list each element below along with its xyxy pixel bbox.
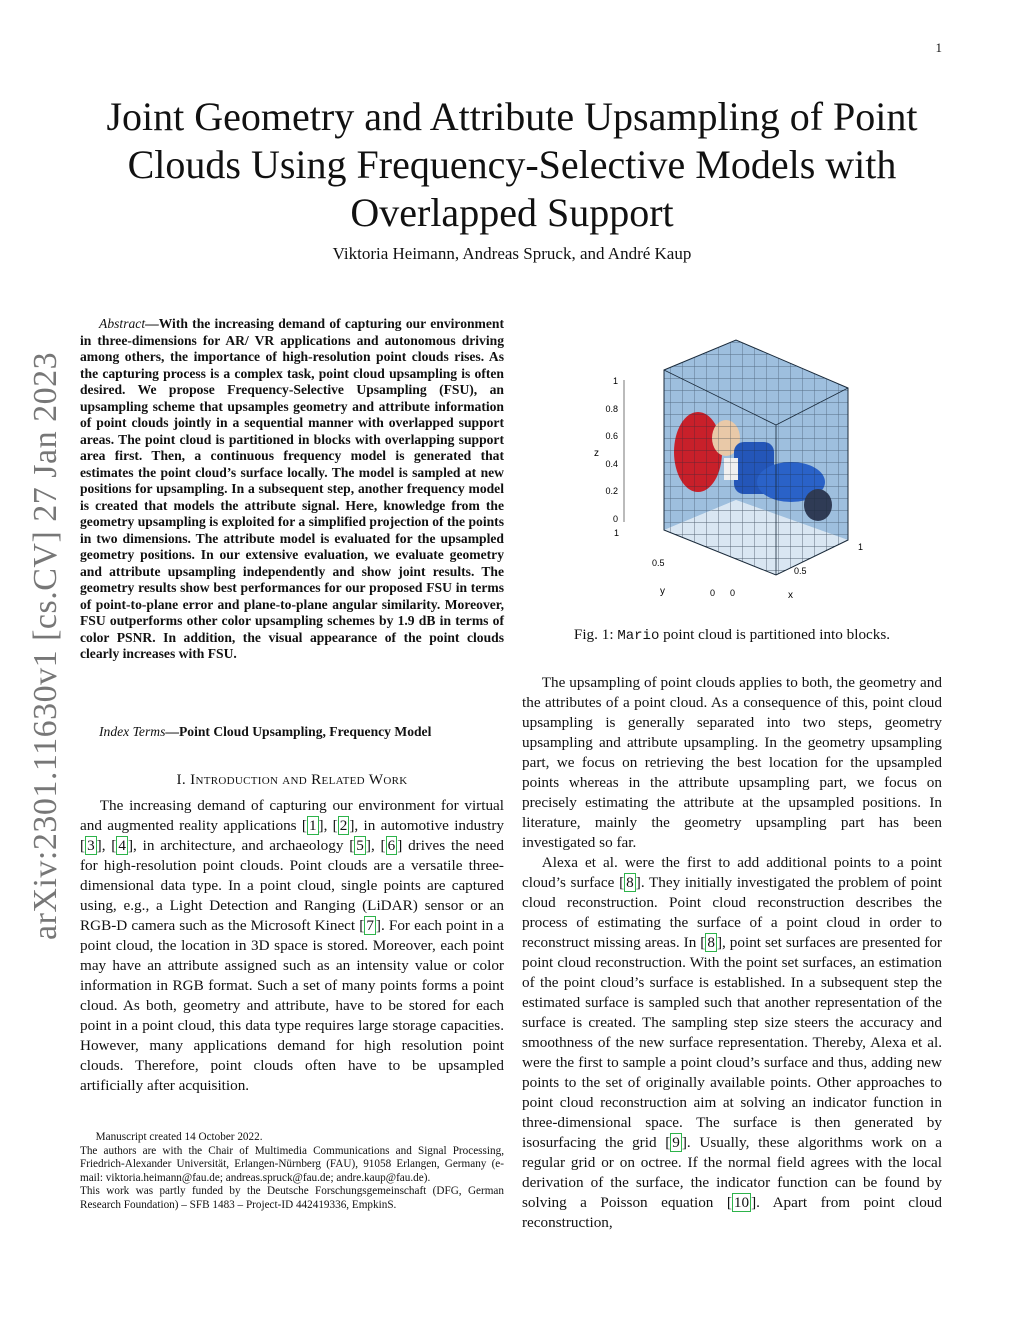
footnote-funding: This work was partly funded by the Deutsche Forschungsgemeinschaft (DFG, German Research Foundation) – SFB 1483 – Project-ID 442419336, EmpkinS.	[80, 1185, 504, 1211]
authors: Viktoria Heimann, Andreas Spruck, and André Kaup	[332, 244, 692, 263]
arxiv-stamp: arXiv:2301.11630v1 [cs.CV] 27 Jan 2023	[27, 351, 64, 940]
caption-suffix: point cloud is partitioned into blocks.	[659, 626, 891, 643]
citation-link[interactable]: 5	[356, 837, 364, 854]
index-terms-label: Index Terms	[99, 724, 166, 739]
figure-1	[586, 330, 886, 610]
z-axis-label: z	[594, 448, 599, 459]
caption-mono: Mario	[617, 628, 660, 644]
intro-text-2: , in automotive industry	[354, 817, 504, 834]
z-tick: 1	[612, 376, 618, 386]
figure-caption	[522, 626, 942, 644]
z-tick: 0.6	[605, 431, 618, 441]
z-tick: 0.8	[605, 404, 618, 414]
y-axis-label: y	[660, 586, 665, 597]
y-tick: 1	[614, 528, 620, 538]
alexa-text-4: . Usually, these algorithms work on a regular grid or on octree. If the normal field agrees with the local derivation of the surface, the indicator function can be found by solving a Poisson equation	[522, 1134, 942, 1211]
alexa-text-5: . Apart from point cloud reconstruction,	[522, 1194, 942, 1231]
abstract-text: —With the increasing demand of capturing our environment in three-dimensions for AR/ VR applications and autonomous driving among others, the importance of high-resolution point clouds rises. As the capturing process is a complex task, point cloud upsampling is often desired. We propose Frequency-Selective Upsampling (FSU), an upsampling scheme that upsamples geometry and attribute information of point clouds jointly in a sequential manner with overlapped support areas. The point cloud is partitioned in blocks with overlapping support area first. Then, a continuous frequency model is generated that estimates the point cloud’s surface locally. The model is sampled at new positions for upsampling. In a subsequent step, another frequency model is created that models the attribute signal. Here, knowledge from the geometry upsampling is exploited for a simplified projection of the points in two dimensions. The attribute model is evaluated for the upsampled geometry positions. In our extensive evaluation, we evaluate geometry and attribute upsampling independently and show joint results. The geometry results show best performances for our proposed FSU in terms of point-to-plane error and plane-to-plane angular similarity. Moreover, FSU outperforms other color upsampling schemes by 1.9 dB in terms of color PSNR. In addition, the visual appearance of the point clouds clearly increases with FSU.	[80, 316, 504, 661]
y-tick: 0	[710, 588, 716, 598]
x-tick: 0.5	[794, 566, 807, 576]
z-tick: 0.2	[605, 486, 618, 496]
citation-link[interactable]: 9	[672, 1134, 680, 1151]
footnote-manuscript: Manuscript created 14 October 2022.	[95, 1131, 263, 1143]
paper-title: Joint Geometry and Attribute Upsampling of Point Clouds Using Frequency-Selective Models with Overlapped Support	[106, 94, 918, 235]
citation-link[interactable]: 2	[339, 817, 348, 834]
index-terms-text: —Point Cloud Upsampling, Frequency Model	[165, 724, 432, 739]
x-tick: 1	[858, 542, 864, 552]
section-heading	[80, 771, 504, 789]
x-axis-label: x	[788, 590, 793, 601]
footnotes	[80, 1131, 504, 1213]
page-number: 1	[935, 40, 942, 55]
footnote-affiliation: The authors are with the Chair of Multimedia Communications and Signal Processing, Friedrich-Alexander Universität, Erlangen-Nürnberg (FAU), 91058 Erlangen, Germany (e-mail: viktoria.heimann@fau.de; andreas.spruck@fau.de; andre.kaup@fau.de).	[80, 1144, 504, 1184]
abstract	[80, 316, 504, 663]
z-tick: 0	[612, 514, 618, 524]
citation-link[interactable]: 3	[87, 837, 95, 854]
citation-link[interactable]: 1	[308, 817, 317, 834]
alexa-text-1: Alexa et al. were the first to add additional points to a point cloud’s surface	[522, 854, 942, 891]
intro-text-3: , in architecture, and archaeology	[133, 837, 350, 854]
citation-link[interactable]: 8	[626, 874, 634, 891]
section-title: Introduction and Related Work	[190, 771, 408, 788]
right-column-text: The upsampling of point clouds applies to both, the geometry and the attributes of a point cloud. As a consequence of this, point cloud upsampling is generally separated into two steps, geometry upsampling and attribute upsampling. In the geometry upsampling part, we focus on retrieving the best location for the upsampled points whereas in the attribute upsampling part, we focus on precisely estimating the attribute at the upsampled positions. In literature, mainly the geometry upsampling part has been investigated so far. Alexa et al. were the first to add additional points to a point cloud’s surface [ 8 ]. They initially investigated the problem of point cloud reconstruction. Point cloud reconstruction describes the process of estimating the surface of a point cloud in order to reconstruct missing areas. In [ 8 ], point set surfaces are presented for point cloud reconstruction. With the point set surfaces, an estimation of the point cloud’s surface is established. In a subsequent step the estimated surface is sampled such that another representation of the surface is created. The sampling step size steers the accuracy and smoothness of the new surface representation. Thereby, Alexa et al. were the first to sample a point cloud’s surface and thus, adding new points to the set of originally available points. Other approaches to point cloud reconstruction aim at solving an indicator function in three-dimensional space. The surface is then generated by isosurfacing the grid [ 9 ]. Usually, these algorithms work on a regular grid or on octree. If the normal field agrees with the local derivation of the surface, the indicator function can be found by solving a Poisson equation [ 10 ]. Apart from point cloud reconstruction,	[522, 674, 942, 1231]
caption-prefix: Fig. 1:	[573, 626, 618, 643]
alexa-text-2: . They initially investigated the problem of point cloud reconstruction. Point cloud reconstruction describes the process of estimating the surface of a point cloud in order to reconstruct missing areas. In	[522, 874, 942, 951]
citation-link[interactable]: 10	[733, 1194, 750, 1211]
x-tick: 0	[730, 588, 736, 598]
abstract-label: Abstract	[99, 316, 146, 331]
section-numeral: I.	[176, 771, 186, 788]
y-tick: 0.5	[652, 558, 665, 568]
alexa-text-3: , point set surfaces are presented for point cloud reconstruction. With the point set surfaces, an estimation of the point cloud’s surface is established. In a subsequent step the estimated surface is sampled such that another representation of the surface is created. The sampling step size steers the accuracy and smoothness of the new surface representation. Thereby, Alexa et al. were the first to sample a point cloud’s surface and thus, adding new points to the set of originally available points. Other approaches to point cloud reconstruction aim at solving an indicator function in three-dimensional space. The surface is then generated by isosurfacing the grid	[522, 934, 942, 1151]
introduction-text: The increasing demand of capturing our environment for virtual and augmented reality applications [ 1 ], [ 2 ], in automotive industry [ 3 ], [ 4 ], in architecture, and archaeology [ 5 ], [ 6 ] drives the need for high-resolution point clouds. Point clouds are a versatile three-dimensional data type. In a point cloud, single points are captured using, e.g., a Light Detection and Ranging (LiDAR) sensor or an RGB-D camera such as the Microsoft Kinect [ 7 ]. For each point in a point cloud, the location in 3D space is stored. Moreover, each point may have an attribute assigned such as an intensity value or color information in RGB format. Such a set of many points forms a point cloud. As both, geometry and attribute, have to be stored for each point in a point cloud, this data type requires large storage capacities. However, many applications demand for high resolution point clouds. Therefore, point clouds often have to be upsampled artificially after acquisition.	[80, 797, 504, 1094]
intro-text-1: The increasing demand of capturing our environment for virtual and augmented reality applications	[80, 797, 504, 834]
index-terms	[80, 724, 504, 741]
citation-link[interactable]: 4	[118, 837, 126, 854]
intro-text-5: . For each point in a point cloud, the location in 3D space is stored. Moreover, each point may have an attribute assigned such as an intensity value or color information in RGB format. Such a set of many points forms a point cloud. As both, geometry and attribute, have to be stored for each point in a point cloud, this data type requires large storage capacities. However, many applications demand for high resolution point clouds. Therefore, point clouds often have to be upsampled artificially after acquisition.	[80, 917, 504, 1094]
intro-text-4: drives the need for high-resolution point clouds. Point clouds are a versatile three-dimensional data type. In a point cloud, single points are captured using, e.g., a Light Detection and Ranging (LiDAR) sensor or an RGB-D camera such as the Microsoft Kinect	[80, 837, 504, 934]
citation-link[interactable]: 8	[707, 934, 715, 951]
citation-link[interactable]: 7	[366, 917, 374, 934]
citation-link[interactable]: 6	[387, 837, 396, 854]
figure-1-plot	[586, 330, 886, 610]
z-tick: 0.4	[605, 459, 618, 469]
paragraph-upsampling: The upsampling of point clouds applies to both, the geometry and the attributes of a point cloud. As a consequence of this, point cloud upsampling is generally separated into two steps, geometry upsampling and attribute upsampling. In the geometry upsampling part, we focus on retrieving the best location for the upsampled points whereas in the attribute upsampling part, we focus on precisely estimating the attribute at the upsampled positions. In literature, mainly the geometry upsampling part has been investigated so far.	[522, 674, 942, 851]
